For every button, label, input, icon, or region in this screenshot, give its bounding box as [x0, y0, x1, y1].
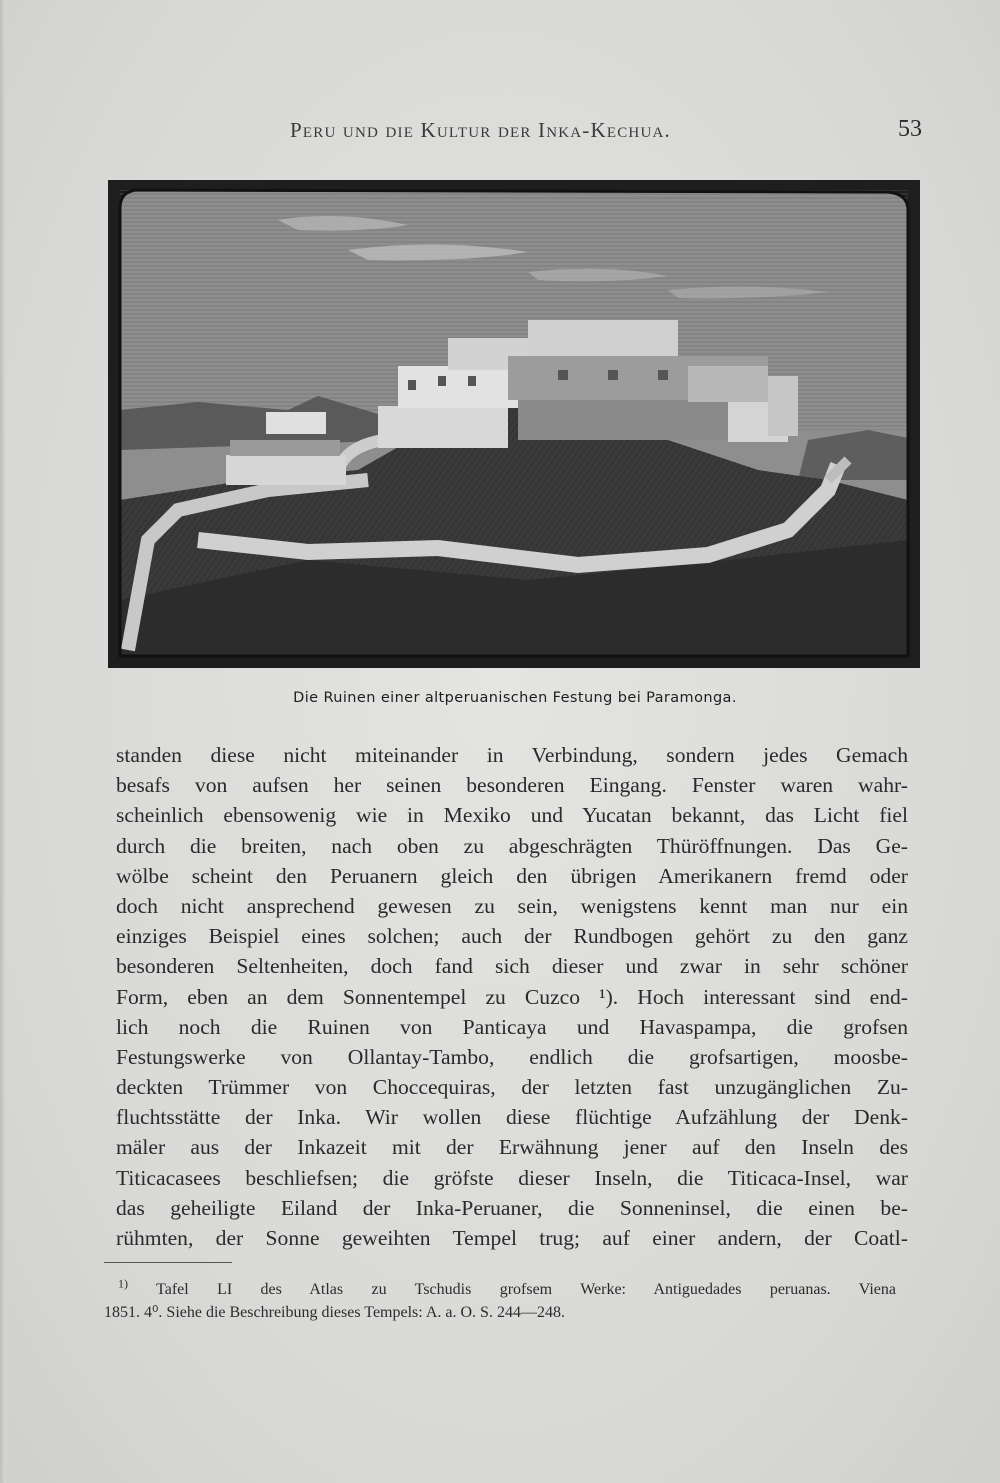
footnote-divider	[104, 1262, 232, 1263]
text-line: Form, eben an dem Sonnentempel zu Cuzco ¹). Hoch interessant sind end-	[116, 984, 908, 1009]
text-line: besonderen Seltenheiten, doch fand sich dieser und zwar in sehr schöner	[116, 954, 908, 979]
text-line: Titicacasees beschliefsen; die gröfste dieser Inseln, die Titicaca-Insel, war	[116, 1165, 908, 1190]
text-line: fluchtsstätte der Inka. Wir wollen diese flüchtige Aufzählung der Denk-	[116, 1105, 908, 1130]
body-paragraph	[116, 740, 908, 1253]
page-header	[290, 118, 930, 154]
text-line: rühmten, der Sonne geweihten Tempel trug; auf einer andern, der Coatl-	[116, 1226, 908, 1250]
text-line: lich noch die Ruinen von Panticaya und Havaspampa, die grofsen	[116, 1014, 908, 1039]
text-line: durch die breiten, nach oben zu abgeschrägten Thüröffnungen. Das Ge-	[116, 833, 908, 858]
text-line: deckten Trümmer von Choccequiras, der letzten fast unzugänglichen Zu-	[116, 1075, 908, 1100]
text-line: mäler aus der Inkazeit mit der Erwähnung jener auf den Inseln des	[116, 1135, 908, 1160]
text-line: das geheiligte Eiland der Inka-Peruaner, die Sonneninsel, die einen be-	[116, 1195, 908, 1220]
footnote-text-1: Tafel LI des Atlas zu Tschudis grofsem Werke: Antiguedades peruanas. Viena	[156, 1281, 896, 1298]
text-line: standen diese nicht miteinander in Verbindung, sondern jedes Gemach	[116, 743, 908, 767]
figure-caption: Die Ruinen einer altperuanischen Festung bei Paramonga.	[293, 690, 737, 706]
text-line: besafs von aufsen her seinen besonderen Eingang. Fenster waren wahr-	[116, 773, 908, 798]
text-line: einziges Beispiel eines solchen; auch der Rundbogen gehört zu den ganz	[116, 924, 908, 949]
text-line: scheinlich ebensowenig wie in Mexiko und Yucatan bekannt, das Licht fiel	[116, 803, 908, 828]
fortress-engraving	[108, 180, 920, 668]
text-line: Festungswerke von Ollantay-Tambo, endlich die grofsartigen, moosbe-	[116, 1044, 908, 1069]
footnote-line-1	[104, 1278, 896, 1301]
text-line: wölbe scheint den Peruanern gleich den übrigen Amerikanern fremd oder	[116, 863, 908, 888]
footnote-line-2: 1851. 4⁰. Siehe die Beschreibung dieses Tempels: A. a. O. S. 244—248.	[104, 1304, 565, 1321]
text-line: doch nicht ansprechend gewesen zu sein, wenigstens kennt man nur ein	[116, 893, 908, 918]
page-edge-shadow	[0, 0, 6, 1483]
page-number: 53	[898, 116, 922, 142]
fortress-illustration	[108, 180, 920, 668]
footnote-marker: 1)	[118, 1276, 128, 1291]
running-title: Peru und die Kultur der Inka-Kechua.	[290, 118, 671, 142]
footnote	[104, 1278, 896, 1324]
